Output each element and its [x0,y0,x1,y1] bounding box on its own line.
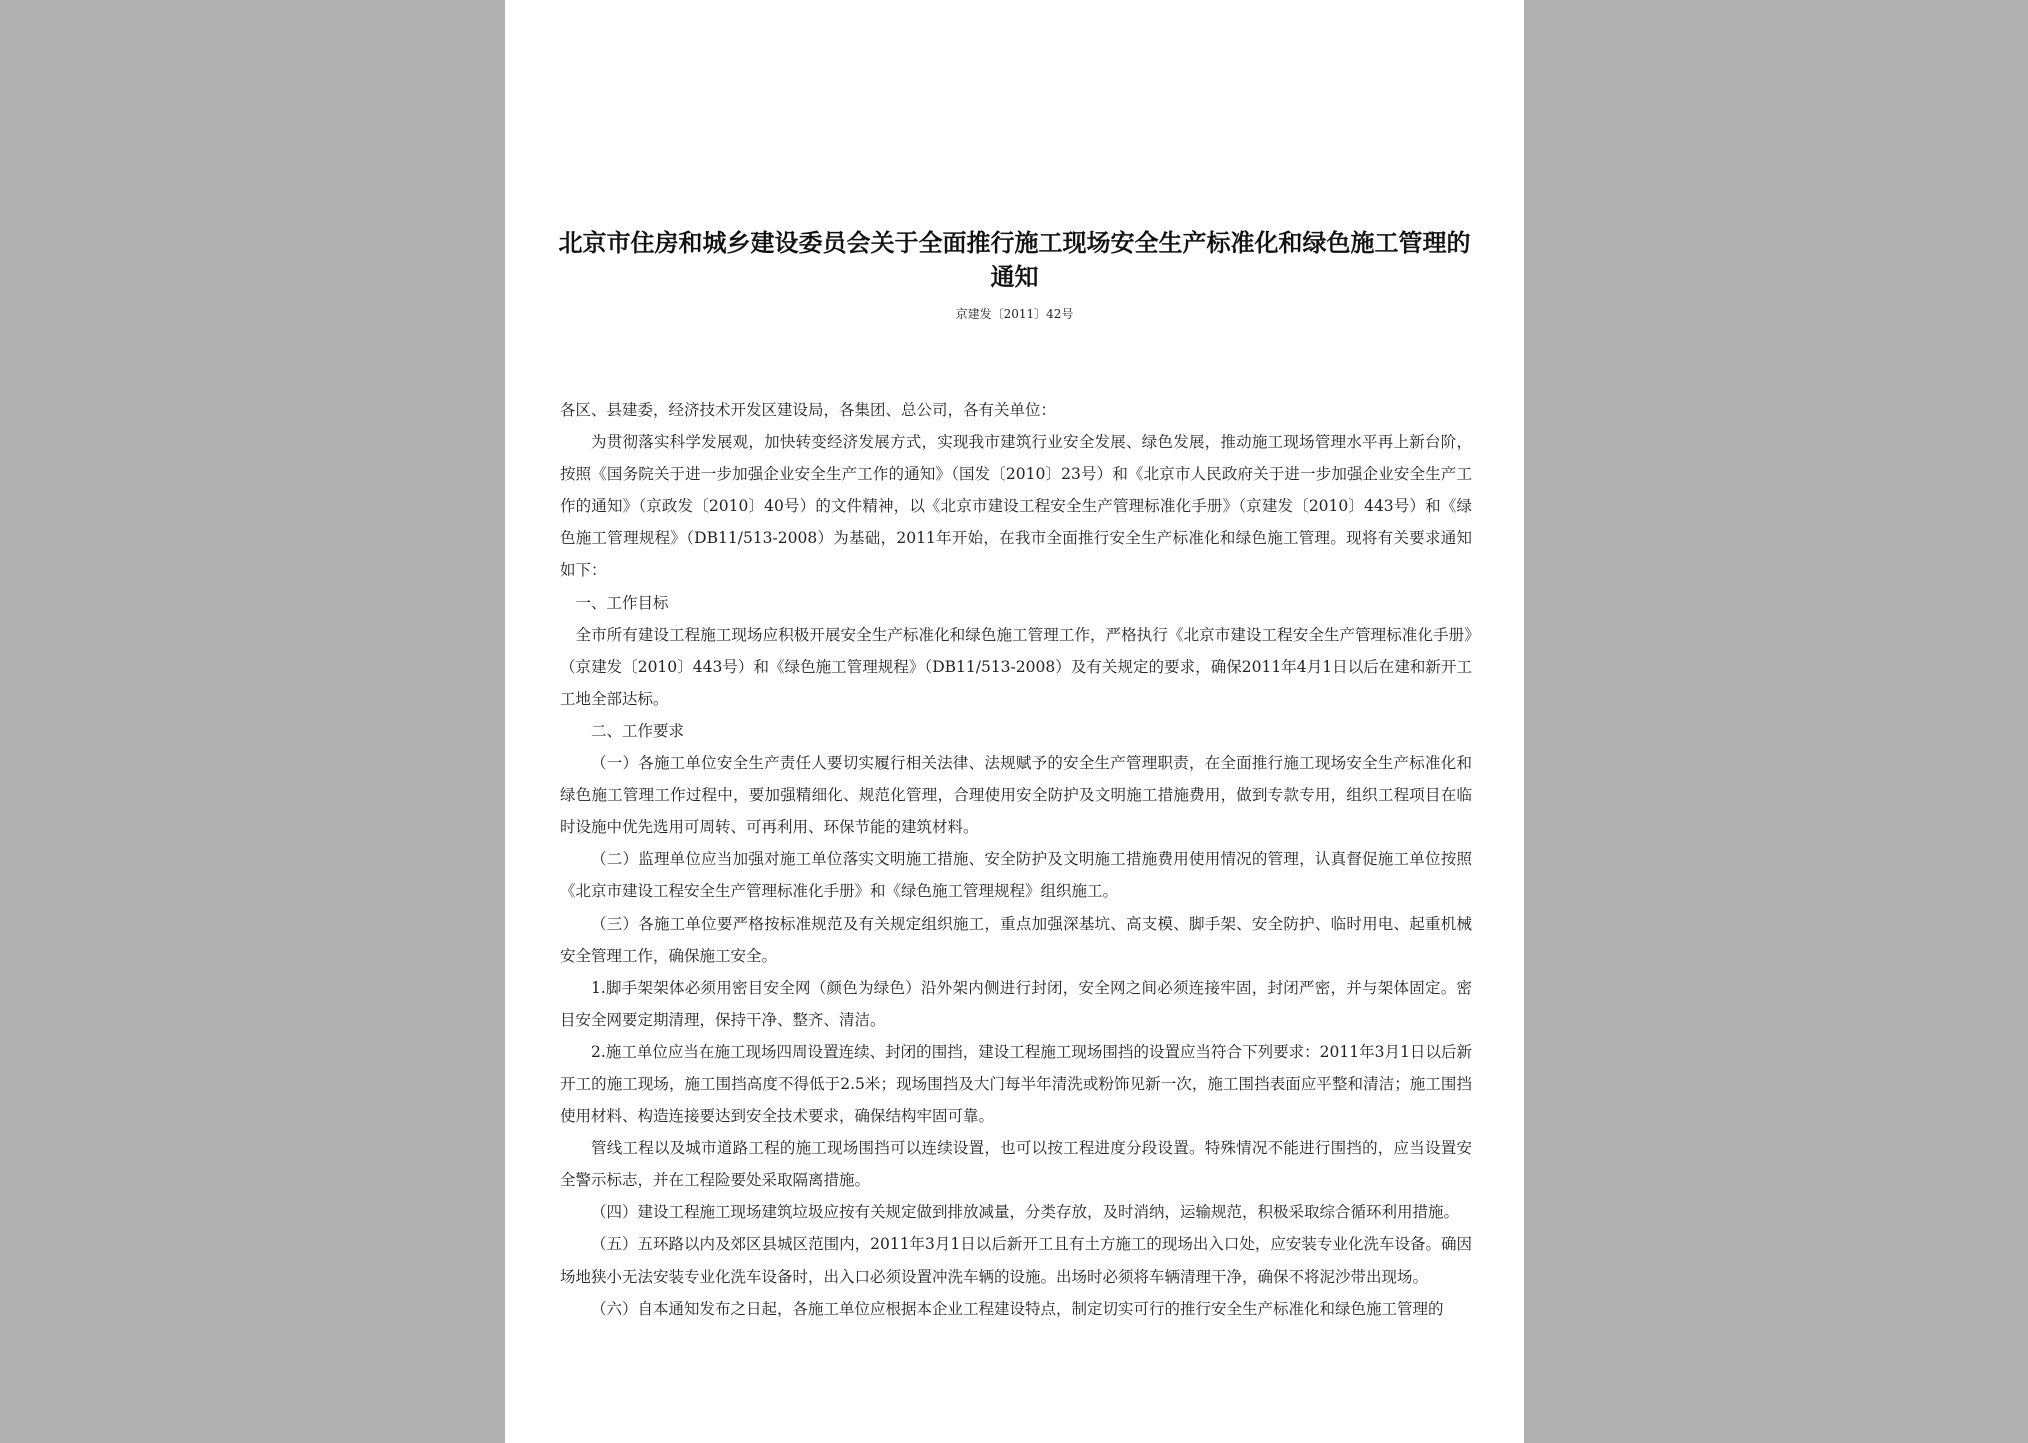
requirement-5: （五）五环路以内及郊区县城区范围内，2011年3月1日以后新开工且有土方施工的现场出入口处，应安装专业化洗车设备。确因场地狭小无法安装专业化洗车设备时，出入口必须设置冲洗车辆的设施。出场时必须将车辆清理干净，确保不将泥沙带出现场。 [560,1235,1472,1286]
addressee: 各区、县建委，经济技术开发区建设局，各集团、总公司，各有关单位： [560,401,1057,419]
requirement-6: （六）自本通知发布之日起，各施工单位应根据本企业工程建设特点，制定切实可行的推行安全生产标准化和绿色施工管理的 [591,1299,1444,1318]
document-number: 京建发〔2011〕42号 [955,307,1074,321]
requirement-1: （一）各施工单位安全生产责任人要切实履行相关法律、法规赋予的安全生产管理职责，在全面推行施工现场安全生产标准化和绿色施工管理工作过程中，要加强精细化、规范化管理，合理使用安全防护及文明施工措施费用，做到专款专用，组织工程项目在临时设施中优先选用可周转、可再利用、环保节能的建筑材料。 [560,754,1472,837]
section-heading-goals: 一、工作目标 [575,593,669,612]
requirement-4: （四）建设工程施工现场建筑垃圾应按有关规定做到排放减量，分类存放，及时消纳，运输规范，积极采取综合循环利用措施。 [591,1203,1460,1222]
requirement-3: （三）各施工单位要严格按标准规范及有关规定组织施工，重点加强深基坑、高支模、脚手架、安全防护、临时用电、起重机械安全管理工作，确保施工安全。 [560,914,1472,965]
intro-paragraph: 为贯彻落实科学发展观，加快转变经济发展方式，实现我市建筑行业安全发展、绿色发展，推动施工现场管理水平再上新台阶，按照《国务院关于进一步加强企业安全生产工作的通知》（国发〔2010〕23号）和《北京市人民政府关于进一步加强企业安全生产工作的通知》（京政发〔2010〕40号）的文件精神，以《北京市建设工程安全生产管理标准化手册》（京建发〔2010〕443号）和《绿色施工管理规程》（DB11/513-2008）为基础，2011年开始，在我市全面推行安全生产标准化和绿色施工管理。现将有关要求通知如下： [560,433,1472,580]
section-heading-requirements: 二、工作要求 [591,721,685,740]
document-page [505,0,1524,1443]
requirement-2: （二）监理单位应当加强对施工单位落实文明施工措施、安全防护及文明施工措施费用使用情况的管理，认真督促施工单位按照《北京市建设工程安全生产管理标准化手册》和《绿色施工管理规程》组织施工。 [560,850,1472,901]
requirement-3-item-2-note: 管线工程以及城市道路工程的施工现场围挡可以连续设置，也可以按工程进度分段设置。特殊情况不能进行围挡的，应当设置安全警示标志，并在工程险要处采取隔离措施。 [560,1139,1472,1190]
document-body [560,394,1472,1325]
document-title: 北京市住房和城乡建设委员会关于全面推行施工现场安全生产标准化和绿色施工管理的通知 [558,229,1471,291]
requirement-3-item-1: 1.脚手架架体必须用密目安全网（颜色为绿色）沿外架内侧进行封闭，安全网之间必须连接牢固，封闭严密，并与架体固定。密目安全网要定期清理，保持干净、整齐、清洁。 [560,978,1472,1029]
requirement-3-item-2: 2.施工单位应当在施工现场四周设置连续、封闭的围挡，建设工程施工现场围挡的设置应当符合下列要求：2011年3月1日以后新开工的施工现场，施工围挡高度不得低于2.5米；现场围挡及大门每半年清洗或粉饰见新一次，施工围挡表面应平整和清洁；施工围挡使用材料、构造连接要达到安全技术要求，确保结构牢固可靠。 [560,1042,1472,1126]
section-goals-text: 全市所有建设工程施工现场应积极开展安全生产标准化和绿色施工管理工作，严格执行《北京市建设工程安全生产管理标准化手册》（京建发〔2010〕443号）和《绿色施工管理规程》（DB11/513-2008）及有关规定的要求，确保2011年4月1日以后在建和新开工工地全部达标。 [560,625,1472,708]
